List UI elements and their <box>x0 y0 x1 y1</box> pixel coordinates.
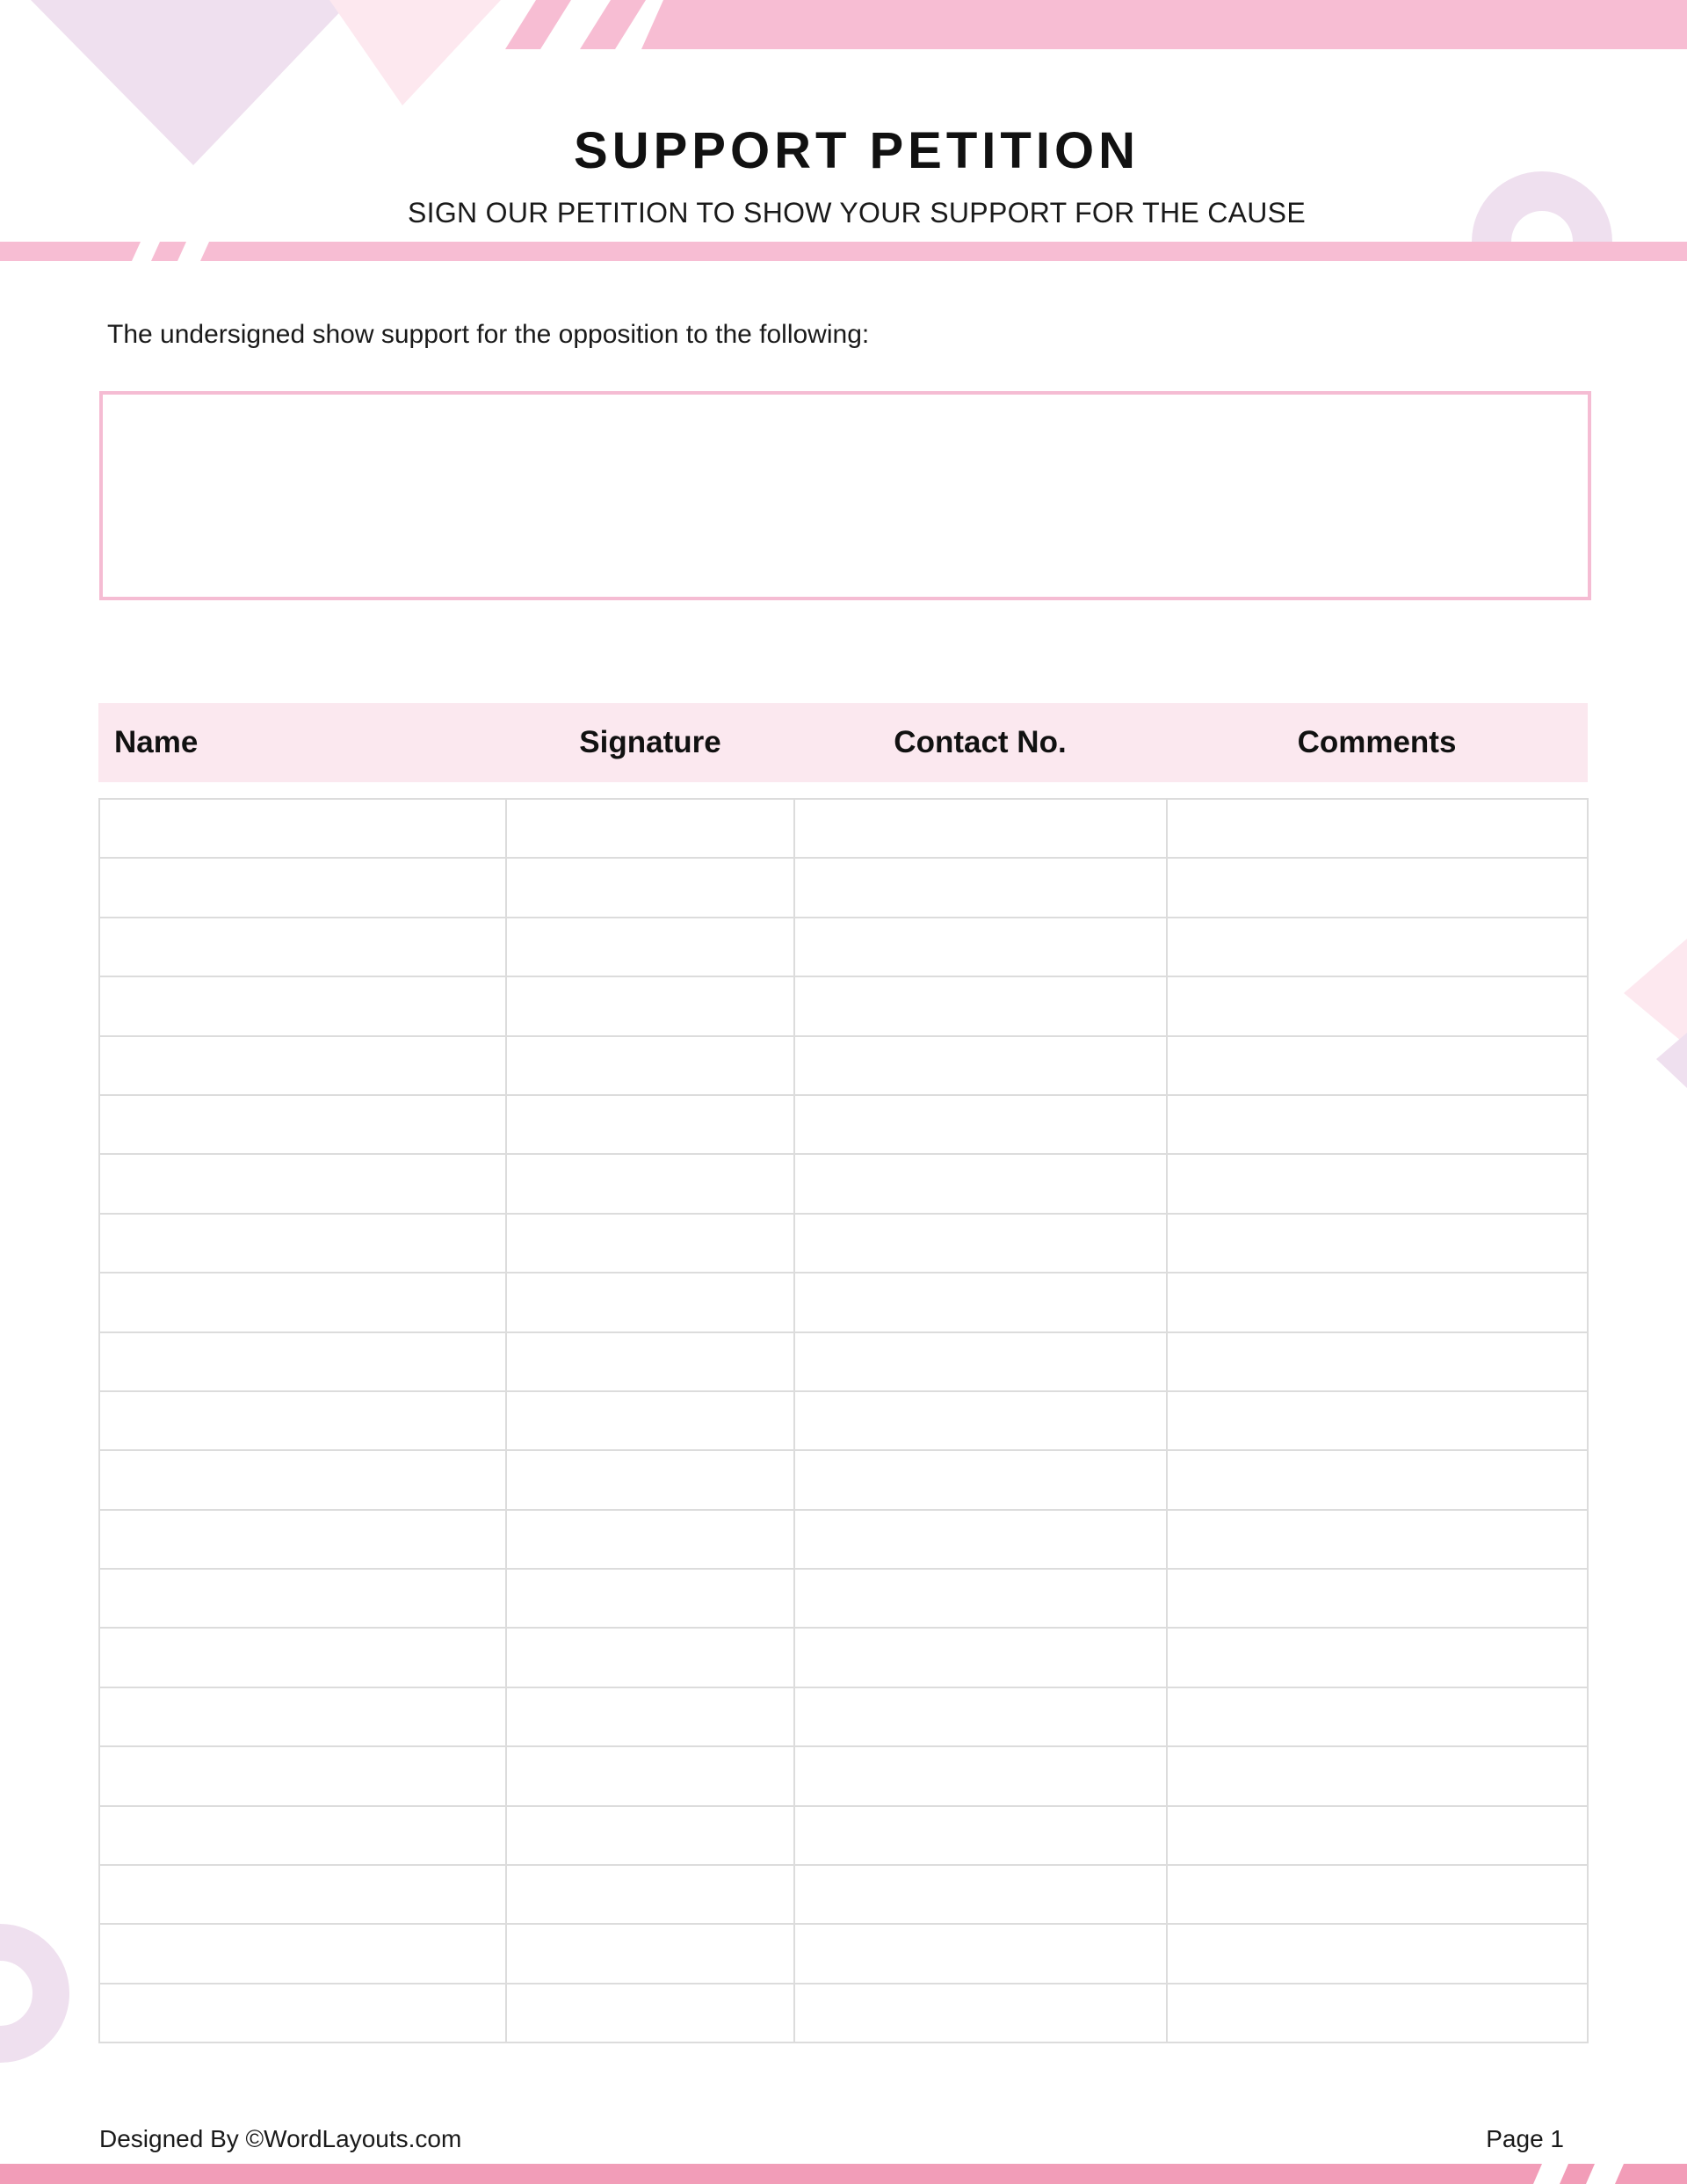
name-cell[interactable] <box>99 1391 506 1450</box>
comments-cell[interactable] <box>1167 976 1588 1035</box>
signature-cell[interactable] <box>506 1569 794 1628</box>
comments-cell[interactable] <box>1167 1569 1588 1628</box>
table-row <box>99 1924 1588 1983</box>
comments-cell[interactable] <box>1167 1391 1588 1450</box>
contact-cell[interactable] <box>794 1391 1167 1450</box>
table-row <box>99 1746 1588 1805</box>
header-band-shape <box>0 242 141 261</box>
footer-band-shape <box>0 2164 1542 2184</box>
name-cell[interactable] <box>99 1746 506 1805</box>
table-row <box>99 1687 1588 1746</box>
comments-cell[interactable] <box>1167 1924 1588 1983</box>
signature-cell[interactable] <box>506 1095 794 1154</box>
signature-cell[interactable] <box>506 1865 794 1924</box>
signature-table <box>98 798 1589 2043</box>
contact-cell[interactable] <box>794 1569 1167 1628</box>
name-cell[interactable] <box>99 1569 506 1628</box>
name-cell[interactable] <box>99 1095 506 1154</box>
column-header-name: Name <box>114 725 199 759</box>
contact-cell[interactable] <box>794 1332 1167 1391</box>
signature-table-body <box>99 799 1588 2043</box>
name-cell[interactable] <box>99 1154 506 1213</box>
contact-cell[interactable] <box>794 1746 1167 1805</box>
comments-cell[interactable] <box>1167 799 1588 858</box>
table-row <box>99 1628 1588 1687</box>
name-cell[interactable] <box>99 1273 506 1331</box>
table-row <box>99 1984 1588 2043</box>
contact-cell[interactable] <box>794 858 1167 917</box>
name-cell[interactable] <box>99 976 506 1035</box>
intro-text: The undersigned show support for the opposition to the following: <box>107 320 870 349</box>
comments-cell[interactable] <box>1167 858 1588 917</box>
table-row <box>99 1154 1588 1213</box>
contact-cell[interactable] <box>794 1036 1167 1095</box>
signature-cell[interactable] <box>506 858 794 917</box>
table-row <box>99 1214 1588 1273</box>
signature-cell[interactable] <box>506 1154 794 1213</box>
signature-cell[interactable] <box>506 976 794 1035</box>
name-cell[interactable] <box>99 858 506 917</box>
contact-cell[interactable] <box>794 1214 1167 1273</box>
table-row <box>99 1391 1588 1450</box>
left-ring-shape <box>0 1942 51 2044</box>
contact-cell[interactable] <box>794 799 1167 858</box>
comments-cell[interactable] <box>1167 1036 1588 1095</box>
table-row <box>99 976 1588 1035</box>
contact-cell[interactable] <box>794 918 1167 976</box>
signature-cell[interactable] <box>506 1510 794 1569</box>
footer-credit: Designed By ©WordLayouts.com <box>99 2125 462 2152</box>
header-band-shape <box>200 242 1687 261</box>
table-row <box>99 1273 1588 1331</box>
name-cell[interactable] <box>99 918 506 976</box>
contact-cell[interactable] <box>794 1806 1167 1865</box>
name-cell[interactable] <box>99 1510 506 1569</box>
top-stripe-shape <box>580 0 646 49</box>
name-cell[interactable] <box>99 1036 506 1095</box>
name-cell[interactable] <box>99 1806 506 1865</box>
page-subtitle: SIGN OUR PETITION TO SHOW YOUR SUPPORT FOR THE CAUSE <box>408 197 1306 229</box>
page-title: SUPPORT PETITION <box>574 122 1140 179</box>
signature-cell[interactable] <box>506 1806 794 1865</box>
signature-cell[interactable] <box>506 1628 794 1687</box>
top-band-shape <box>641 0 1687 49</box>
comments-cell[interactable] <box>1167 1154 1588 1213</box>
name-cell[interactable] <box>99 1450 506 1509</box>
right-triangle-shape <box>1624 939 1687 1046</box>
name-cell[interactable] <box>99 799 506 858</box>
top-stripe-shape <box>505 0 571 49</box>
name-cell[interactable] <box>99 1984 506 2043</box>
table-header <box>98 703 1588 782</box>
page-number: Page 1 <box>1486 2125 1564 2152</box>
column-header-signature: Signature <box>579 725 721 759</box>
signature-cell[interactable] <box>506 1391 794 1450</box>
table-row <box>99 918 1588 976</box>
table-row <box>99 1569 1588 1628</box>
comments-cell[interactable] <box>1167 918 1588 976</box>
contact-cell[interactable] <box>794 1628 1167 1687</box>
table-row <box>99 1332 1588 1391</box>
contact-cell[interactable] <box>794 976 1167 1035</box>
contact-cell[interactable] <box>794 1154 1167 1213</box>
comments-cell[interactable] <box>1167 1273 1588 1331</box>
comments-cell[interactable] <box>1167 1095 1588 1154</box>
column-header-contact: Contact No. <box>894 725 1067 759</box>
comments-cell[interactable] <box>1167 1687 1588 1746</box>
contact-cell[interactable] <box>794 1450 1167 1509</box>
header-band-shape <box>151 242 186 261</box>
table-row <box>99 1806 1588 1865</box>
comments-cell[interactable] <box>1167 1510 1588 1569</box>
signature-cell[interactable] <box>506 1273 794 1331</box>
table-row <box>99 1450 1588 1509</box>
column-header-comments: Comments <box>1297 725 1457 759</box>
contact-cell[interactable] <box>794 1510 1167 1569</box>
comments-cell[interactable] <box>1167 1450 1588 1509</box>
comments-cell[interactable] <box>1167 1984 1588 2043</box>
signature-cell[interactable] <box>506 1687 794 1746</box>
name-cell[interactable] <box>99 1865 506 1924</box>
table-row <box>99 799 1588 858</box>
signature-cell[interactable] <box>506 1214 794 1273</box>
contact-cell[interactable] <box>794 1095 1167 1154</box>
contact-cell[interactable] <box>794 1865 1167 1924</box>
comments-cell[interactable] <box>1167 1628 1588 1687</box>
comments-cell[interactable] <box>1167 1332 1588 1391</box>
name-cell[interactable] <box>99 1332 506 1391</box>
signature-cell[interactable] <box>506 918 794 976</box>
comments-cell[interactable] <box>1167 1746 1588 1805</box>
contact-cell[interactable] <box>794 1273 1167 1331</box>
contact-cell[interactable] <box>794 1924 1167 1983</box>
contact-cell[interactable] <box>794 1687 1167 1746</box>
name-cell[interactable] <box>99 1924 506 1983</box>
petition-description-box[interactable] <box>99 391 1591 600</box>
name-cell[interactable] <box>99 1214 506 1273</box>
table-row <box>99 1510 1588 1569</box>
name-cell[interactable] <box>99 1628 506 1687</box>
table-row <box>99 1095 1588 1154</box>
table-row <box>99 858 1588 917</box>
light-pink-triangle-shape <box>329 0 501 105</box>
signature-cell[interactable] <box>506 1332 794 1391</box>
table-row <box>99 1865 1588 1924</box>
signature-cell[interactable] <box>506 799 794 858</box>
signature-cell[interactable] <box>506 1450 794 1509</box>
right-triangle-shape <box>1656 1033 1687 1088</box>
footer-band-shape <box>1560 2164 1595 2184</box>
signature-cell[interactable] <box>506 1036 794 1095</box>
signature-cell[interactable] <box>506 1746 794 1805</box>
comments-cell[interactable] <box>1167 1806 1588 1865</box>
table-row <box>99 1036 1588 1095</box>
comments-cell[interactable] <box>1167 1865 1588 1924</box>
signature-cell[interactable] <box>506 1984 794 2043</box>
signature-cell[interactable] <box>506 1924 794 1983</box>
name-cell[interactable] <box>99 1687 506 1746</box>
comments-cell[interactable] <box>1167 1214 1588 1273</box>
footer-band-shape <box>1615 2164 1687 2184</box>
contact-cell[interactable] <box>794 1984 1167 2043</box>
